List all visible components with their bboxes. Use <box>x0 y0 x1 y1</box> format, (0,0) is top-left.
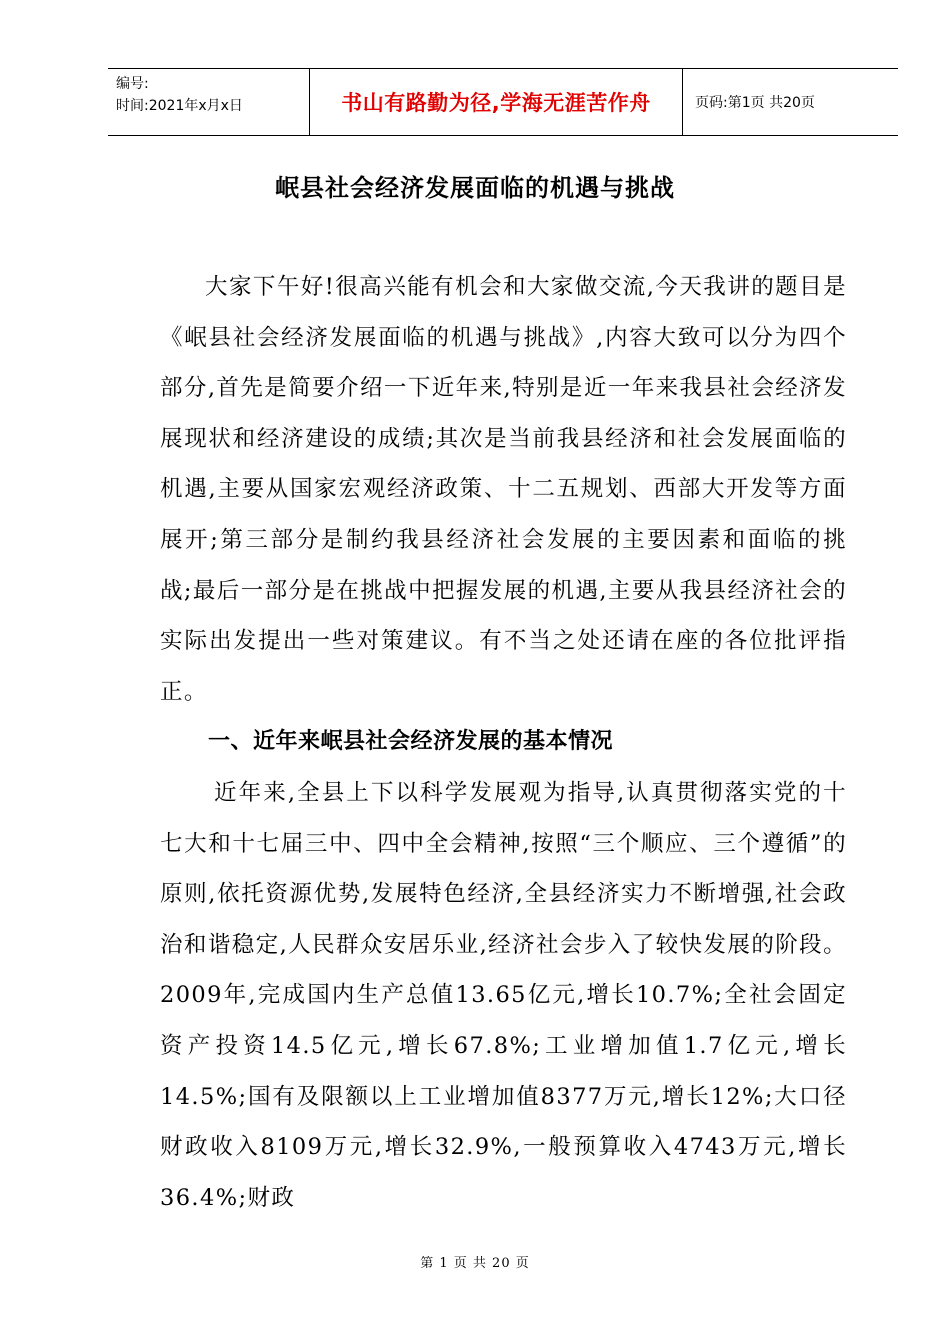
intro-paragraph: 大家下午好!很高兴能有机会和大家做交流,今天我讲的题目是《岷县社会经济发展面临的机遇与挑战》,内容大致可以分为四个部分,首先是简要介绍一下近年来,特别是近一年来我县社会经济发展现状和经济建设的成绩;其次是当前我县经济和社会发展面临的机遇,主要从国家宏观经济政策、十二五规划、西部大开发等方面展开;第三部分是制约我县经济社会发展的主要因素和面临的挑战;最后一部分是在挑战中把握发展的机遇,主要从我县经济社会的实际出发提出一些对策建议。有不当之处还请在座的各位批评指正。 <box>160 274 847 705</box>
document-body <box>160 262 847 1223</box>
number-label: 编号: <box>116 76 149 92</box>
motto-text: 书山有路勤为径,学海无涯苦作舟 <box>341 91 651 115</box>
page-footer: 第 1 页 共 20 页 <box>420 1256 530 1271</box>
time-label: 时间:2021年x月x日 <box>116 98 243 114</box>
header-meta-cell <box>108 69 310 135</box>
section-paragraph: 近年来,全县上下以科学发展观为指导,认真贯彻落实党的十七大和十七届三中、四中全会精神,按照“三个顺应、三个遵循”的原则,依托资源优势,发展特色经济,全县经济实力不断增强,社会政治和谐稳定,人民群众安居乐业,经济社会步入了较快发展的阶段。2009年,完成国内生产总值13.65亿元,增长10.7%;全社会固定资产投资14.5亿元,增长67.8%;工业增加值1.7亿元,增长14.5%;国有及限额以上工业增加值8377万元,增长12%;大口径财政收入8109万元,增长32.9%,一般预算收入4743万元,增长36.4%;财政 <box>160 779 847 1211</box>
section-heading: 一、近年来岷县社会经济发展的基本情况 <box>208 729 614 755</box>
motto-cell <box>310 69 683 135</box>
page-info-cell <box>683 69 898 135</box>
document-title: 岷县社会经济发展面临的机遇与挑战 <box>275 174 675 202</box>
document-header <box>108 68 898 136</box>
page-info-text: 页码:第1页 共20页 <box>695 95 815 111</box>
